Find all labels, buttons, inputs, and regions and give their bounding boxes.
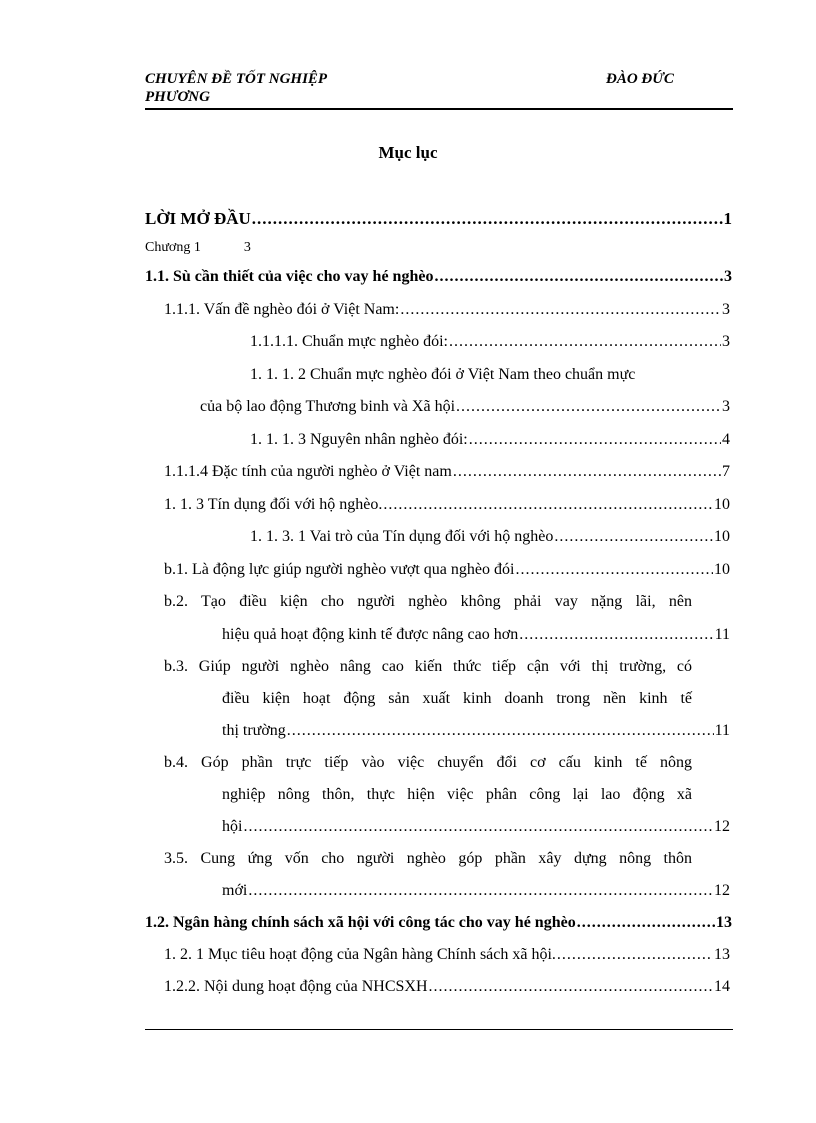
toc-entry-label: 1.2. Ngân hàng chính sách xã hội với công tác cho vay hé nghèo [145,914,576,931]
toc-leader-dots [469,431,721,449]
toc-entry-page: 10 [714,561,730,578]
toc-entry-1-1-1-4[interactable] [164,463,730,481]
toc-leader-dots [577,914,715,932]
toc-entry-b3[interactable] [222,722,730,740]
toc-entry-page: 4 [722,431,730,448]
page-header [145,68,733,110]
toc-leader-dots [383,496,713,514]
toc-entry-page: 10 [714,528,730,545]
toc-entry-1-2-1[interactable] [164,946,730,964]
toc-entry-1-1-1[interactable] [164,301,730,319]
toc-leader-dots [456,398,721,416]
toc-entry-label: Chương 1 [145,240,201,255]
toc-entry-page: 11 [714,722,730,739]
toc-leader-dots [429,978,713,996]
toc-entry-b3-line1[interactable]: b.3. Giúp người nghèo nâng cao kiến thức tiếp cận với thị trường, có [164,658,692,675]
toc-leader-dots [400,301,721,319]
toc-leader-dots [243,818,713,836]
toc-entry-label: LỜI MỞ ĐẦU [145,209,251,228]
toc-entry-3-5-line1[interactable]: 3.5. Cung ứng vốn cho người nghèo góp phần xây dựng nông thôn [164,850,692,867]
header-right-text: ĐÀO ĐỨC [606,71,674,87]
toc-entry-label: 1. 1. 3 Tín dụng đối với hộ nghèo. [164,496,383,513]
toc-leader-dots [434,268,723,286]
toc-leader-dots [557,946,713,964]
toc-entry-3-5[interactable] [222,882,730,900]
toc-entry-b3-line2[interactable]: điều kiện hoạt động sản xuất kinh doanh trong nền kinh tế [222,690,692,707]
toc-entry-b2-line1[interactable]: b.2. Tạo điều kiện cho người nghèo không phải vay nặng lãi, nên [164,593,692,610]
toc-entry-page: 13 [716,914,732,931]
toc-entry-page: 12 [714,882,730,899]
toc-entry-page: 1 [723,209,732,228]
toc-entry-page: 3 [243,240,251,255]
toc-leader-dots [519,626,713,644]
toc-leader-dots [287,722,714,740]
toc-entry-page: 10 [714,496,730,513]
toc-entry-page: 3 [724,268,732,285]
toc-entry-1-1-3-1[interactable] [250,528,730,546]
toc-leader-dots [554,528,713,546]
toc-leader-dots [515,561,713,579]
toc-entry-label: mới [222,882,248,899]
toc-entry-1-2[interactable] [145,914,732,932]
toc-entry-label: b.1. Là động lực giúp người nghèo vượt qua nghèo đói [164,561,515,578]
toc-entry-1-1-1-1[interactable] [250,333,730,351]
toc-entry-label: 1. 1. 3. 1 Vai trò của Tín dụng đối với hộ nghèo [250,528,554,545]
header-second-line: PHƯƠNG [145,89,210,105]
toc-entry-page: 3 [722,398,730,415]
toc-entry-label: hiệu quả hoạt động kinh tế được nâng cao hơn [222,626,519,643]
toc-entry-page: 14 [714,978,730,995]
toc-entry-label: 1.1.1. Vấn đề nghèo đói ở Việt Nam: [164,301,400,318]
toc-entry-page: 3 [722,301,730,318]
toc-entry-page: 13 [714,946,730,963]
toc-entry-1-2-2[interactable] [164,978,730,996]
toc-entry-page: 3 [722,333,730,350]
header-left-text: CHUYÊN ĐỀ TỐT NGHIỆP [145,71,328,87]
toc-entry-label: 1.2.2. Nội dung hoạt động của NHCSXH [164,978,428,995]
toc-entry-page: 12 [714,818,730,835]
toc-leader-dots [449,333,721,351]
toc-leader-dots [252,209,723,229]
toc-entry-1-1-1-2[interactable] [200,398,730,416]
toc-entry-b1[interactable] [164,561,730,579]
toc-entry-label: hội [222,818,243,835]
toc-entry-1-1[interactable] [145,268,732,286]
toc-entry-label: 1.1.1.1. Chuẩn mực nghèo đói: [250,333,448,350]
toc-entry-b4-line2[interactable]: nghiệp nông thôn, thực hiện việc phân công lại lao động xã [222,786,692,803]
toc-title: Mục lục [378,143,438,162]
toc-entry-1-1-3[interactable] [164,496,730,514]
toc-entry-b4[interactable] [222,818,730,836]
toc-entry-label: thị trường [222,722,286,739]
toc-leader-dots [248,882,713,900]
toc-entry-1-1-1-3[interactable] [250,431,730,449]
toc-entry-label: 1. 2. 1 Mục tiêu hoạt động của Ngân hàng Chính sách xã hội. [164,946,556,963]
toc-entry-page: 11 [714,626,730,643]
toc-entry-chuong-1[interactable] [145,240,251,256]
toc-entry-label: của bộ lao động Thương binh và Xã hội [200,398,456,415]
toc-entry-label: 1.1. Sù cần thiết của việc cho vay hé nghèo [145,268,434,285]
toc-entry-page: 7 [722,463,730,480]
toc-entry-label: 1. 1. 1. 3 Nguyên nhân nghèo đói: [250,431,468,448]
toc-entry-1-1-1-2-line1[interactable]: 1. 1. 1. 2 Chuẩn mực nghèo đói ở Việt Nam theo chuẩn mực [250,366,636,383]
footer-rule [145,1029,733,1030]
toc-entry-b4-line1[interactable]: b.4. Góp phần trực tiếp vào việc chuyển đổi cơ cấu kinh tế nông [164,754,692,771]
toc-leader-dots [453,463,721,481]
toc-entry-loi-mo-dau[interactable] [145,209,732,229]
toc-entry-label: 1.1.1.4 Đặc tính của người nghèo ở Việt nam [164,463,452,480]
toc-entry-b2[interactable] [222,626,730,644]
